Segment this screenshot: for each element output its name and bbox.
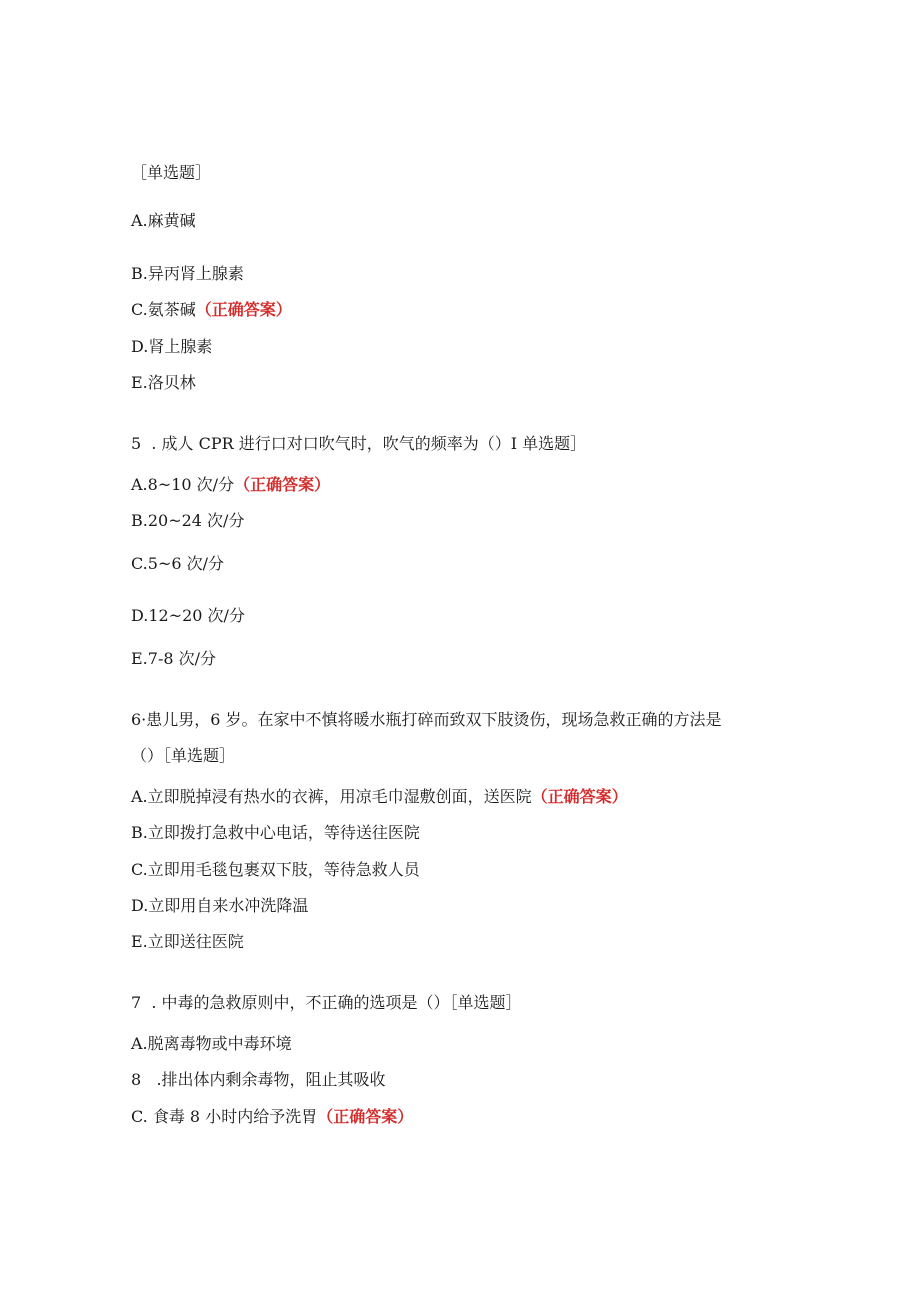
option-e: E.立即送往医院 <box>131 932 244 951</box>
option-b: B.立即拨打急救中心电话，等待送往医院 <box>131 823 420 842</box>
option-c: C.氨茶碱（正确答案） <box>131 300 292 319</box>
option-a: A.8~10 次/分（正确答案） <box>131 475 331 494</box>
option-e: E.7-8 次/分 <box>131 649 217 668</box>
option-e: E.洛贝林 <box>131 373 196 392</box>
option-a: A.脱离毒物或中毒环境 <box>131 1034 292 1053</box>
question-7: 7 . 中毒的急救原则中，不正确的选项是（）［单选题］ <box>131 993 522 1012</box>
question-6: 6·患儿男，6 岁。在家中不慎将暖水瓶打碎而致双下肢烫伤，现场急救正确的方法是 <box>131 710 722 729</box>
option-d: D.肾上腺素 <box>131 337 213 356</box>
option-c: C. 食毒 8 小时内给予洗胃（正确答案） <box>131 1107 414 1126</box>
question-6-continued: （）［单选题］ <box>131 746 236 765</box>
correct-answer-mark: （正确答案） <box>317 1107 414 1126</box>
correct-answer-mark: （正确答案） <box>234 475 331 494</box>
question-5: 5 . 成人 CPR 进行口对口吹气时，吹气的频率为（）I 单选题］ <box>131 434 587 453</box>
option-c: C.立即用毛毯包裹双下肢，等待急救人员 <box>131 860 420 879</box>
option-d: D.立即用自来水冲洗降温 <box>131 896 309 915</box>
option-b: 8 .排出体内剩余毒物，阻止其吸收 <box>131 1070 386 1089</box>
option-b: B.异丙肾上腺素 <box>131 264 244 283</box>
option-c: C.5~6 次/分 <box>131 554 225 573</box>
correct-answer-mark: （正确答案） <box>195 300 292 319</box>
question-type-label: ［单选题］ <box>131 163 212 182</box>
option-b: B.20~24 次/分 <box>131 511 245 530</box>
option-d: D.12~20 次/分 <box>131 606 245 625</box>
option-a: A.麻黄碱 <box>131 211 196 230</box>
correct-answer-mark: （正确答案） <box>531 787 628 806</box>
option-a: A.立即脱掉浸有热水的衣裤，用凉毛巾湿敷创面，送医院（正确答案） <box>131 787 628 806</box>
